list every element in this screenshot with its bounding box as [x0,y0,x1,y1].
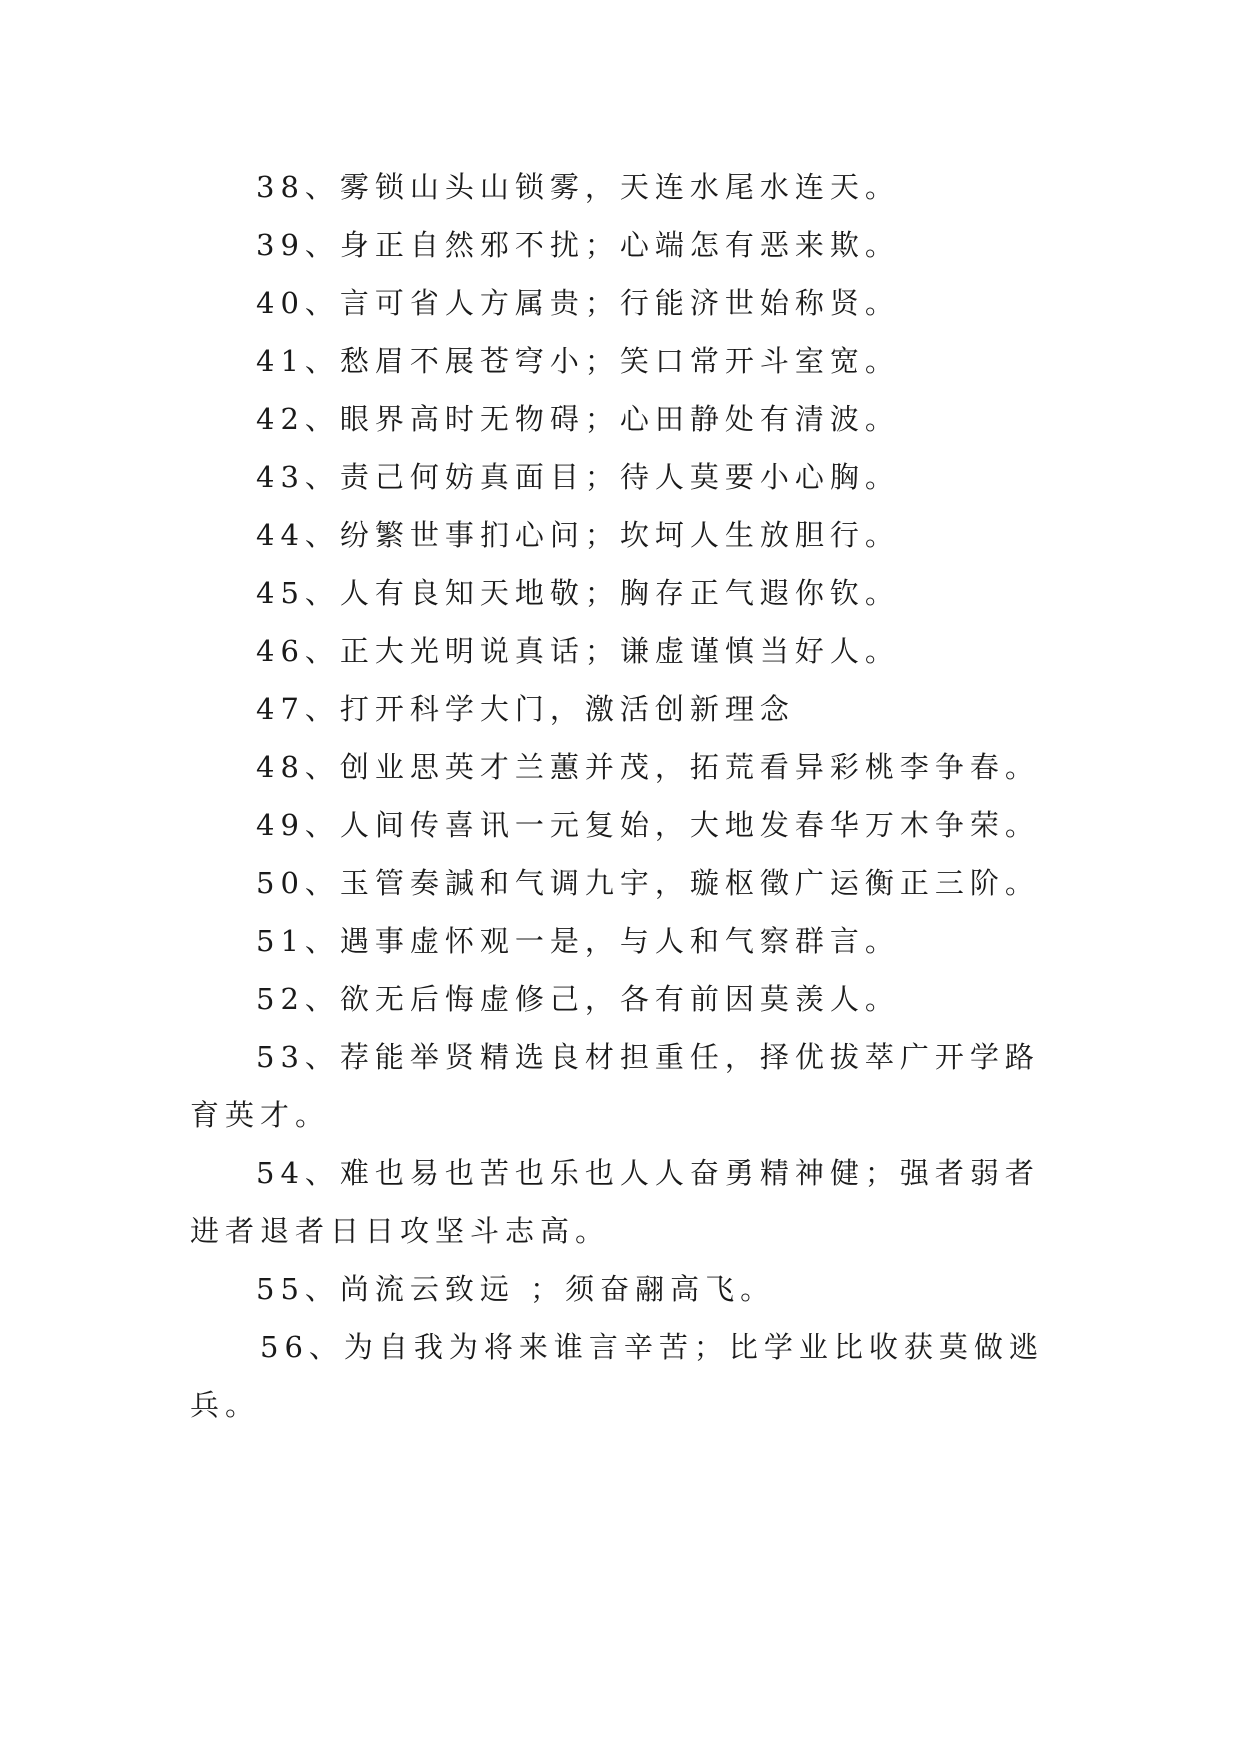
couplet-line-40: 40、言可省人方属贵；行能济世始称贤。 [256,286,900,320]
couplet-line-39: 39、身正自然邪不扰；心端怎有恶来欺。 [256,228,900,262]
couplet-line-52: 52、欲无后悔虚修己，各有前因莫羡人。 [256,982,900,1016]
couplet-line-44: 44、纷繁世事扪心问；坎坷人生放胆行。 [256,518,900,552]
couplet-line-48: 48、创业思英才兰蕙并茂，拓荒看异彩桃李争春。 [256,750,1040,784]
couplet-line-41: 41、愁眉不展苍穹小；笑口常开斗室宽。 [256,344,900,378]
couplet-line-42: 42、眼界高时无物碍；心田静处有清波。 [256,402,900,436]
couplet-line-50: 50、玉管奏諴和气调九宇，璇枢徵广运衡正三阶。 [256,866,1040,900]
couplet-line-46: 46、正大光明说真话；谦虚谨慎当好人。 [256,634,900,668]
couplet-line-53: 53、荐能举贤精选良材担重任，择优拔萃广开学路育英才。 [190,1040,1040,1132]
couplet-line-47: 47、打开科学大门，激活创新理念 [256,692,795,726]
couplet-line-49: 49、人间传喜讯一元复始，大地发春华万木争荣。 [256,808,1040,842]
couplet-line-43: 43、责己何妨真面目；待人莫要小心胸。 [256,460,900,494]
couplet-line-56: 56、为自我为将来谁言辛苦；比学业比收获莫做逃兵。 [190,1330,1044,1422]
couplet-line-45: 45、人有良知天地敬；胸存正气遐你钦。 [256,576,900,610]
couplet-line-54: 54、难也易也苦也乐也人人奋勇精神健；强者弱者进者退者日日攻坚斗志高。 [190,1156,1040,1248]
couplet-line-55: 55、尚流云致远 ；须奋翮高飞。 [256,1272,776,1306]
couplet-line-51: 51、遇事虚怀观一是，与人和气察群言。 [256,924,900,958]
couplet-line-38: 38、雾锁山头山锁雾，天连水尾水连天。 [256,170,900,204]
couplet-list [190,158,1052,1434]
